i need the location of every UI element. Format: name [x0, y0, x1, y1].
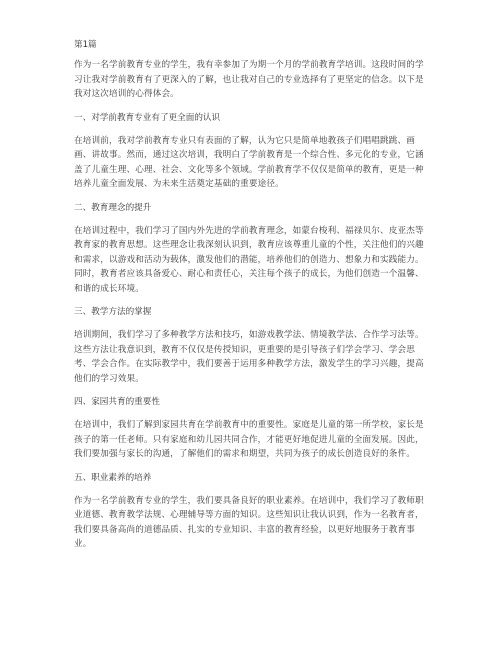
- document-page: [74, 39, 430, 562]
- section-1: [74, 112, 430, 192]
- section-5: [74, 472, 430, 552]
- section-heading: 二、教育理念的提升: [74, 202, 152, 213]
- section-body: 作为一名学前教育专业的学生，我们要具备良好的职业素养。在培训中，我们学习了教师职业道德、教育教学法规、心理辅导等方面的知识。这些知识让我认识到，作为一名教育者，我们要具备高尚的道德品质、扎实的专业知识、丰富的教育经验，以更好地服务于教育事业。: [74, 495, 424, 549]
- section-heading: 三、教学方法的掌握: [74, 307, 152, 317]
- page-label: 第1篇: [74, 40, 97, 50]
- section-heading: 五、职业素养的培养: [74, 472, 152, 483]
- section-body: 培训期间，我们学习了多种教学方法和技巧，如游戏教学法、情境教学法、合作学习法等。这些方法让我意识到，教育不仅仅是传授知识，更重要的是引导孩子们学会学习、学会思考、学会合作。在实际教学中，我们要善于运用多种教学方法，激发学生的学习兴趣，提高他们的学习效果。: [74, 330, 424, 384]
- section-body: 在培训过程中，我们学习了国内外先进的学前教育理念，如蒙台梭利、福禄贝尔、皮亚杰等教育家的教育思想。这些理念让我深刻认识到，教育应该尊重儿童的个性，关注他们的兴趣和需求，以游戏和活动为载体，激发他们的潜能，培养他们的创造力、想象力和实践能力。同时，教育者应该具备爱心、耐心和责任心，关注每个孩子的成长，为他们创造一个温馨、和谐的成长环境。: [74, 225, 424, 294]
- section-4: [74, 396, 430, 462]
- section-3: [74, 306, 430, 386]
- section-2: [74, 202, 430, 297]
- section-heading: 四、家园共育的重要性: [74, 397, 160, 407]
- section-body: 在培训前，我对学前教育专业只有表面的了解，认为它只是简单地教孩子们唱唱跳跳、画画、讲故事。然而，通过这次培训，我明白了学前教育是一个综合性、多元化的专业，它涵盖了儿童生理、心理、社会、文化等多个领域。学前教育学不仅仅是简单的教育，更是一种培养儿童全面发展、为未来生活奠定基础的重要途径。: [74, 135, 424, 189]
- section-heading: 一、对学前教育专业有了更全面的认识: [74, 112, 221, 123]
- intro-paragraph: 作为一名学前教育专业的学生，我有幸参加了为期一个月的学前教育学培训。这段时间的学习让我对学前教育有了更深入的了解，也让我对自己的专业选择有了更坚定的信念。以下是我对这次培训的心得体会。: [74, 60, 424, 99]
- section-body: 在培训中，我们了解到家园共育在学前教育中的重要性。家庭是儿童的第一所学校，家长是孩子的第一任老师。只有家庭和幼儿园共同合作，才能更好地促进儿童的全面发展。因此，我们要加强与家长的沟通，了解他们的需求和期望，共同为孩子的成长创造良好的条件。: [74, 420, 424, 459]
